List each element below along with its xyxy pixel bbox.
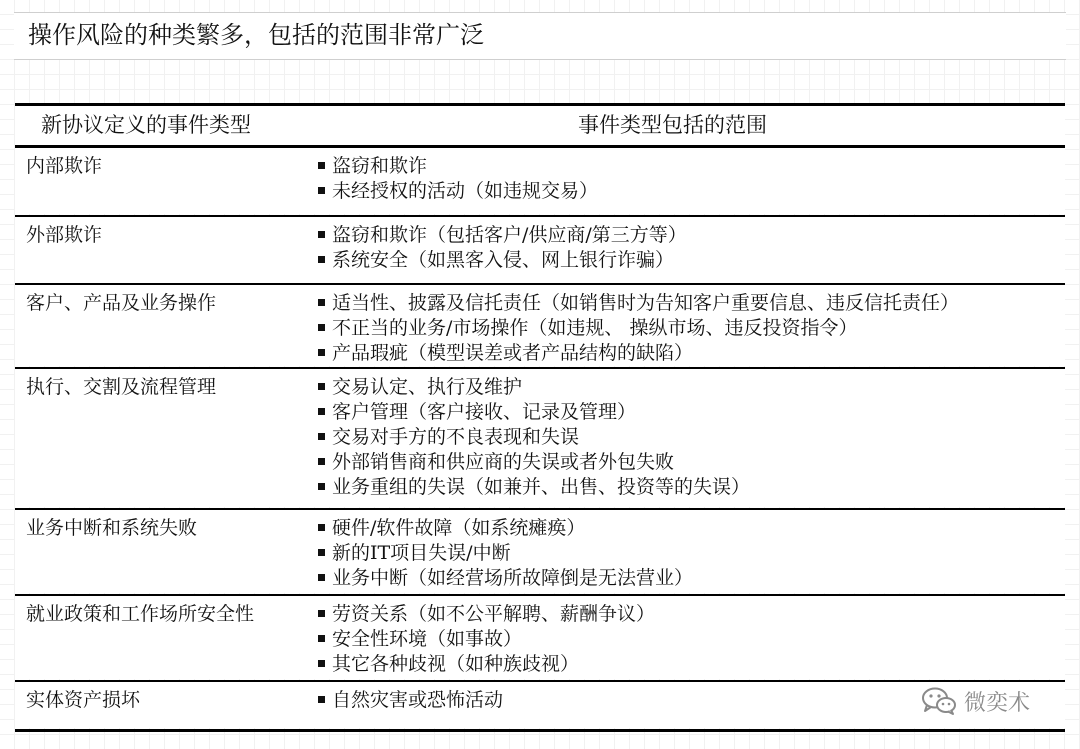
list-item [318,341,959,366]
list-item [318,316,959,341]
square-bullet-icon [318,383,325,390]
scope-item-text: 业务中断（如经营场所故障倒是无法营业） [332,567,694,589]
scope-item-text: 新的IT项目失误/中断 [332,542,511,564]
scope-list [318,375,750,500]
list-item [318,602,655,627]
square-bullet-icon [318,324,325,331]
square-bullet-icon [318,433,325,440]
square-bullet-icon [318,231,325,238]
table-row [15,217,1065,283]
scope-item-text: 适当性、披露及信托责任（如销售时为告知客户重要信息、违反信托责任） [332,292,960,314]
square-bullet-icon [318,256,325,263]
square-bullet-icon [318,635,325,642]
page-title: 操作风险的种类繁多，包括的范围非常广泛 [28,21,484,49]
table-header [15,106,1065,145]
table-row [15,510,1065,593]
table-row [15,285,1065,366]
scope-item-text: 未经授权的活动（如违规交易） [332,180,599,202]
list-item [318,566,693,591]
list-item [318,179,598,204]
square-bullet-icon [318,483,325,490]
scope-item-text: 系统安全（如黑客入侵、网上银行诈骗） [332,249,675,271]
header-event-scope: 事件类型包括的范围 [578,113,767,137]
square-bullet-icon [318,349,325,356]
wechat-watermark [920,683,1050,719]
scope-item-text: 硬件/软件故障（如系统瘫痪） [332,517,586,539]
scope-item-text: 交易认定、执行及维护 [332,376,523,398]
list-item [318,223,687,248]
scope-item-text: 盗窃和欺诈 [332,155,428,177]
event-type-cell: 就业政策和工作场所安全性 [26,603,255,625]
list-item [318,291,959,316]
list-item [318,688,503,713]
square-bullet-icon [318,660,325,667]
scope-list [318,516,693,591]
scope-item-text: 自然灾害或恐怖活动 [332,689,504,711]
list-item [318,627,655,652]
table-row [15,682,1065,728]
scope-item-text: 交易对手方的不良表现和失误 [332,426,580,448]
list-item [318,516,693,541]
scope-list [318,602,655,677]
list-item [318,248,687,273]
scope-item-text: 客户管理（客户接收、记录及管理） [332,401,637,423]
event-type-cell: 业务中断和系统失败 [26,517,198,539]
scope-item-text: 产品瑕疵（模型误差或者产品结构的缺陷） [332,342,694,364]
watermark-text: 微奕术 [964,690,1031,716]
list-item [318,541,693,566]
table-row [15,369,1065,507]
scope-item-text: 业务重组的失误（如兼并、出售、投资等的失误） [332,476,751,498]
square-bullet-icon [318,299,325,306]
table-row [15,148,1065,214]
header-event-type: 新协议定义的事件类型 [41,113,251,137]
scope-item-text: 劳资关系（如不公平解聘、薪酬争议） [332,603,656,625]
list-item [318,652,655,677]
scope-list [318,154,598,204]
list-item [318,425,750,450]
scope-list [318,688,503,713]
square-bullet-icon [318,574,325,581]
scope-item-text: 外部销售商和供应商的失误或者外包失败 [332,451,675,473]
scope-item-text: 不正当的业务/市场操作（如违规、 操纵市场、违反投资指令） [332,317,858,339]
wechat-icon [920,686,958,716]
list-item [318,400,750,425]
scope-item-text: 盗窃和欺诈（包括客户/供应商/第三方等） [332,224,687,246]
table-row [15,596,1065,679]
square-bullet-icon [318,187,325,194]
event-type-cell: 客户、产品及业务操作 [26,292,217,314]
event-type-cell: 执行、交割及流程管理 [26,376,217,398]
square-bullet-icon [318,408,325,415]
table-bottom-rule [15,729,1065,732]
square-bullet-icon [318,162,325,169]
square-bullet-icon [318,696,325,703]
square-bullet-icon [318,458,325,465]
list-item [318,375,750,400]
scope-list [318,291,959,366]
scope-item-text: 安全性环境（如事故） [332,628,523,650]
square-bullet-icon [318,524,325,531]
scope-list [318,223,687,273]
list-item [318,475,750,500]
scope-item-text: 其它各种歧视（如种族歧视） [332,653,580,675]
list-item [318,450,750,475]
event-type-cell: 外部欺诈 [26,224,103,246]
square-bullet-icon [318,610,325,617]
title-bar [14,12,1066,60]
list-item [318,154,598,179]
event-type-cell: 实体资产损坏 [26,689,141,711]
square-bullet-icon [318,549,325,556]
event-type-cell: 内部欺诈 [26,155,103,177]
